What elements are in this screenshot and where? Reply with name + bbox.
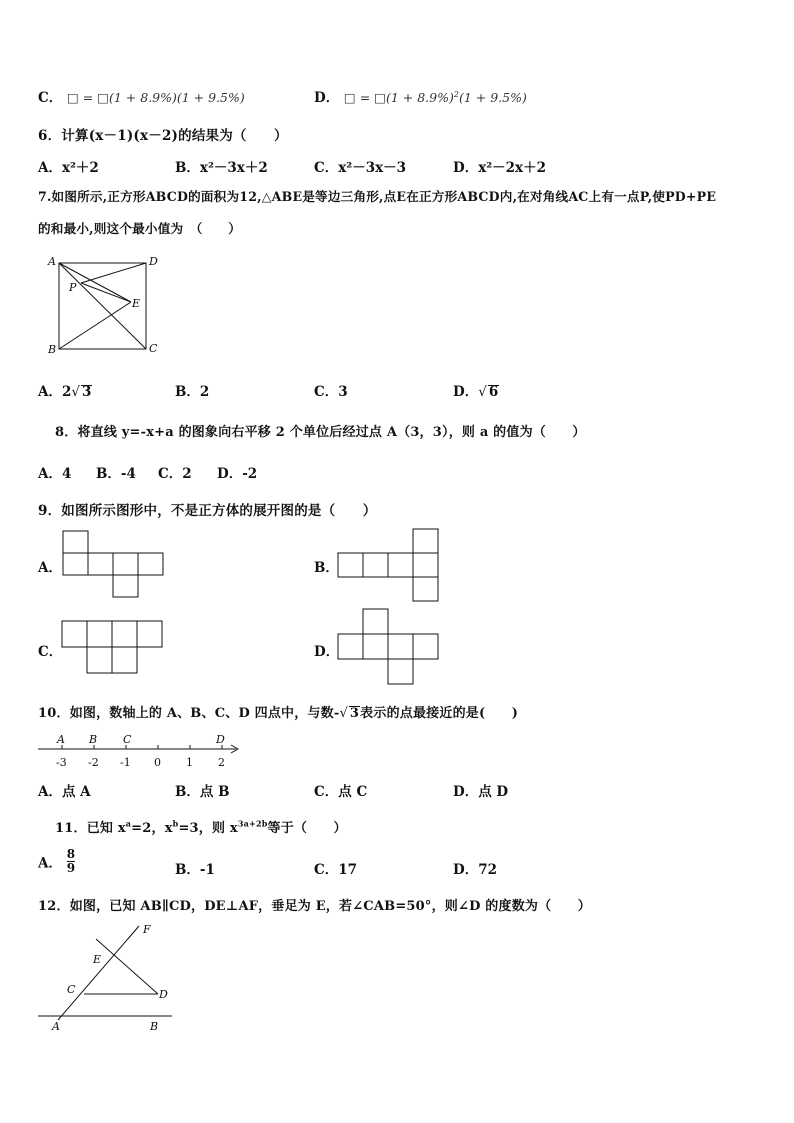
label-b: B <box>150 1020 159 1033</box>
q10-option-d[interactable]: D．点 D <box>453 784 509 800</box>
q7-stem-line2: 的和最小,则这个最小值为 （ ） <box>38 221 241 236</box>
q7-figure-square <box>45 252 165 362</box>
q5-option-c[interactable]: C． □ = □(1 + 8.9%)(1 + 9.5%) <box>38 90 245 106</box>
q9-option-b-label[interactable]: B． <box>314 560 339 576</box>
q9-net-d <box>336 607 441 687</box>
q8-option-d[interactable]: D．-2 <box>217 466 258 482</box>
label-a: A <box>52 1020 60 1033</box>
q10-option-c[interactable]: C．点 C <box>314 784 368 800</box>
q11-option-b[interactable]: B．-1 <box>175 862 215 878</box>
tick-label: 0 <box>154 756 161 769</box>
q8-stem: 8．将直线 y=-x+a 的图象向右平移 2 个单位后经过点 A（3，3），则 a 的值为（ ） <box>55 425 586 440</box>
q5-option-d[interactable]: D． □ = □(1 + 8.9%)$^2$(1 + 9.5%) <box>314 89 527 106</box>
q11-option-a[interactable]: A． $\frac{8}{9}$ <box>38 847 76 875</box>
point-label-c: C <box>123 733 132 746</box>
q11-option-d[interactable]: D．72 <box>453 862 497 878</box>
q5-option-d-formula: □ = □(1 + 8.9%)$^2$(1 + 9.5%) <box>343 89 527 105</box>
q9-net-b <box>336 526 441 606</box>
q7-option-a[interactable]: A．2√ 3 <box>38 384 92 400</box>
q9-option-a-label[interactable]: A． <box>38 560 62 576</box>
point-label-d: D <box>216 733 225 746</box>
q7-option-d[interactable]: D．√ 6 <box>453 384 499 400</box>
tick-label: -2 <box>88 756 99 769</box>
label-d: D <box>149 255 158 268</box>
q12-figure-parallel-lines <box>36 922 176 1034</box>
q7-stem-line1: 7.如图所示,正方形ABCD的面积为12,△ABE是等边三角形,点E在正方形ABCD内,在对角线AC上有一点P,使PD+PE <box>38 189 717 204</box>
segment-be <box>59 302 131 349</box>
q10-option-a[interactable]: A．点 A <box>38 784 91 800</box>
q7-option-b[interactable]: B．2 <box>175 384 210 400</box>
label-c: C <box>67 983 76 996</box>
label-d: D <box>159 988 168 1001</box>
q8-option-a[interactable]: A．4 <box>38 466 72 482</box>
q10-stem: 10．如图，数轴上的 A、B、C、D 四点中，与数-√ 3表示的点最接近的是( ) <box>38 706 519 721</box>
q11-option-a-fraction: $\frac{8}{9}$ <box>66 847 76 875</box>
label-f: F <box>143 923 151 936</box>
segment-dp <box>81 263 146 283</box>
tick-label: -3 <box>56 756 67 769</box>
label-e: E <box>93 953 102 966</box>
tick-label: 1 <box>186 756 193 769</box>
q7-option-c[interactable]: C．3 <box>314 384 348 400</box>
q6-option-d[interactable]: D．x²－2x＋2 <box>453 160 547 176</box>
q9-net-a <box>60 528 170 603</box>
label-p: P <box>69 281 77 294</box>
q11-stem: 11．已知 $x^a=2$，$x^b=3$，则 $x^{3a+2b}$等于（ ） <box>55 818 347 836</box>
q10-option-b[interactable]: B．点 B <box>175 784 230 800</box>
label-e: E <box>132 297 141 310</box>
label-a: A <box>48 255 56 268</box>
point-label-a: A <box>57 733 65 746</box>
q12-stem: 12．如图，已知 AB∥CD，DE⊥AF，垂足为 E，若∠CAB=50°，则∠D 的度数为（ ） <box>38 899 591 914</box>
point-label-b: B <box>89 733 98 746</box>
q6-option-c[interactable]: C．x²－3x－3 <box>314 160 407 176</box>
q6-option-a[interactable]: A．x²＋2 <box>38 160 99 176</box>
q9-net-c <box>60 619 165 677</box>
q7-option-d-radicand: 6 <box>488 384 499 400</box>
q6-option-b[interactable]: B．x²－3x＋2 <box>175 160 268 176</box>
q9-option-c-label[interactable]: C． <box>38 644 63 660</box>
q10-number-line <box>36 731 246 773</box>
q9-stem: 9．如图所示图形中，不是正方体的展开图的是（ ） <box>38 503 377 519</box>
tick-label: -1 <box>120 756 131 769</box>
q11-option-c[interactable]: C．17 <box>314 862 358 878</box>
q8-option-c[interactable]: C．2 <box>158 466 192 482</box>
label-c: C <box>149 342 158 355</box>
q7-option-a-radicand: 3 <box>81 384 92 400</box>
tick-label: 2 <box>218 756 225 769</box>
q9-option-d-label[interactable]: D． <box>314 644 340 660</box>
q8-option-b[interactable]: B．-4 <box>96 466 136 482</box>
q5-option-c-formula: □ = □(1 + 8.9%)(1 + 9.5%) <box>66 90 245 105</box>
label-b: B <box>48 343 57 356</box>
q6-stem: 6．计算(x－1)(x－2)的结果为（ ） <box>38 128 288 144</box>
